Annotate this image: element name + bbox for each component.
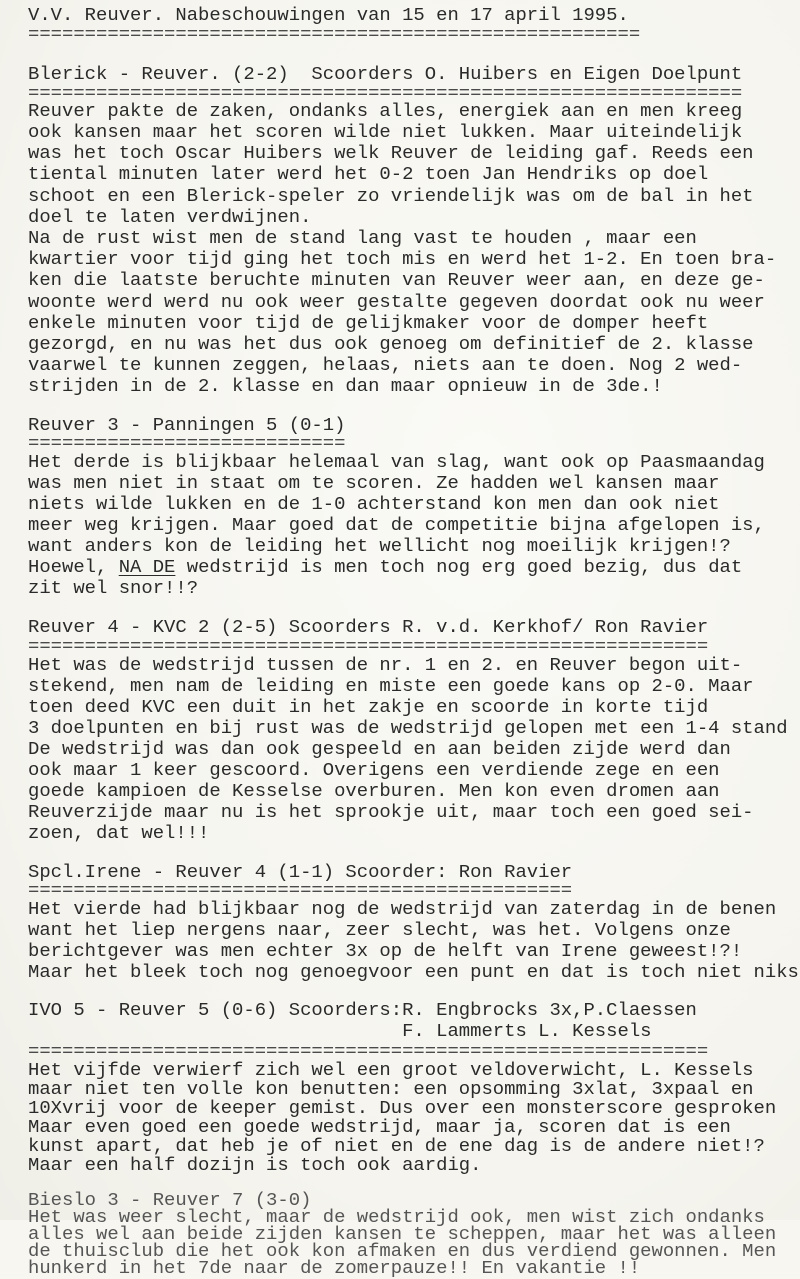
report-line: want het liep nergens naar, zeer slecht, was het. Volgens onze xyxy=(28,919,731,941)
match-heading: IVO 5 - Reuver 5 (0-6) Scoorders:R. Engbrocks 3x,P.Claessen xyxy=(28,999,697,1021)
report-line: kwartier voor tijd ging het toch mis en werd het 1-2. En toen bra- xyxy=(28,248,777,270)
report-line-emphasis xyxy=(28,557,742,577)
match-heading: Blerick - Reuver. (2-2) Scoorders O. Huibers en Eigen Doelpunt xyxy=(28,63,743,85)
report-line: woonte werd werd nu ook weer gestalte gegeven doordat ook nu weer xyxy=(28,291,765,313)
heading-rule: ============================================================ xyxy=(28,1040,709,1062)
heading-rule: ============================================================ xyxy=(28,635,709,657)
report-line: ook maar 1 keer gescoord. Overigens een verdiende zege en een xyxy=(28,759,720,781)
report-line: ook kansen maar het scoren wilde niet lukken. Maar uiteindelijk xyxy=(28,121,743,143)
document-title: V.V. Reuver. Nabeschouwingen van 15 en 17 april 1995. xyxy=(28,4,629,26)
match-heading: Reuver 4 - KVC 2 (2-5) Scoorders R. v.d. Kerkhof/ Ron Ravier xyxy=(28,616,709,638)
report-line: strijden in de 2. klasse en dan maar opnieuw in de 3de.! xyxy=(28,375,663,397)
report-line: 10Xvrij voor de keeper gemist. Dus over een monsterscore gesproken xyxy=(28,1097,777,1119)
report-line: zoen, dat wel!!! xyxy=(28,822,210,844)
report-line: kunst apart, dat heb je of niet en de ene dag is de andere niet!? xyxy=(28,1135,765,1157)
report-line: niets wilde lukken en de 1-0 achterstand kon men dan ook niet xyxy=(28,493,720,515)
report-line: Reuver pakte de zaken, ondanks alles, energiek aan en men kreeg xyxy=(28,100,743,122)
report-line: stekend, men nam de leiding en miste een goede kans op 2-0. Maar xyxy=(28,675,754,697)
match-heading: Spcl.Irene - Reuver 4 (1-1) Scoorder: Ron Ravier xyxy=(28,861,573,883)
report-line: toen deed KVC een duit in het zakje en scoorde in korte tijd xyxy=(28,696,709,718)
report-line: ken die laatste beruchte minuten van Reuver weer aan, en deze ge- xyxy=(28,269,765,291)
title-rule: ====================================================== xyxy=(28,23,641,45)
report-line: tiental minuten later werd het 0-2 toen Jan Hendriks op doel xyxy=(28,163,709,185)
report-line: Het derde is blijkbaar helemaal van slag, want ook op Paasmaandag xyxy=(28,451,765,473)
report-line: Maar het bleek toch nog genoegvoor een punt en dat is toch niet niks xyxy=(28,961,799,983)
report-line: Het was weer slecht, maar de wedstrijd ook, men wist zich ondanks xyxy=(28,1206,765,1228)
report-line: was men niet in staat om te scoren. Ze hadden wel kansen maar xyxy=(28,472,720,494)
underlined-text: NA DE xyxy=(118,556,176,578)
match-heading: Bieslo 3 - Reuver 7 (3-0) xyxy=(28,1189,312,1211)
report-line: want anders kon de leiding het wellicht nog moeilijk krijgen!? xyxy=(28,535,731,557)
report-line: Maar een half dozijn is toch ook aardig. xyxy=(28,1154,482,1176)
report-line: enkele minuten voor tijd de gelijkmaker voor de domper heeft xyxy=(28,312,709,334)
report-line: De wedstrijd was dan ook gespeeld en aan beiden zijde werd dan xyxy=(28,738,731,760)
heading-rule: ============================ xyxy=(28,432,346,454)
report-line: doel te laten verdwijnen. xyxy=(28,206,312,228)
match-heading-continued: F. Lammerts L. Kessels xyxy=(28,1020,652,1042)
report-line: hunkerd in het 7de naar de zomerpauze!! En vakantie !! xyxy=(28,1257,641,1279)
report-line: alles wel aan beide zijden kansen te scheppen, maar het was alleen xyxy=(28,1223,777,1245)
report-line: maar niet ten volle kon benutten: een opsomming 3xlat, 3xpaal en xyxy=(28,1078,754,1100)
heading-rule: ================================================ xyxy=(28,879,573,901)
report-line: Het vierde had blijkbaar nog de wedstrijd van zaterdag in de benen xyxy=(28,898,777,920)
line-suffix: wedstrijd is men toch nog erg goed bezig, dus dat xyxy=(175,556,743,578)
report-line: Het was de wedstrijd tussen de nr. 1 en 2. en Reuver begon uit- xyxy=(28,654,743,676)
report-line: Het vijfde verwierf zich wel een groot veldoverwicht, L. Kessels xyxy=(28,1059,754,1081)
report-line: berichtgever was men echter 3x op de helft van Irene geweest!?! xyxy=(28,940,743,962)
heading-rule: =============================================================== xyxy=(28,82,743,104)
report-line: schoot en een Blerick-speler zo vriendelijk was om de bal in het xyxy=(28,185,754,207)
report-line: 3 doelpunten en bij rust was de wedstrijd gelopen met een 1-4 stand xyxy=(28,717,788,739)
match-heading: Reuver 3 - Panningen 5 (0-1) xyxy=(28,414,346,436)
report-line: de thuisclub die het ook kon afmaken en dus verdiend gewonnen. Men xyxy=(28,1240,777,1262)
report-line: was het toch Oscar Huibers welk Reuver de leiding gaf. Reeds een xyxy=(28,142,754,164)
report-line: Na de rust wist men de stand lang vast te houden , maar een xyxy=(28,227,697,249)
report-line: goede kampioen de Kesselse overburen. Men kon even dromen aan xyxy=(28,780,720,802)
report-line: vaarwel te kunnen zeggen, helaas, niets aan te doen. Nog 2 wed- xyxy=(28,354,743,376)
report-line: Reuverzijde maar nu is het sprookje uit, maar toch een goed sei- xyxy=(28,801,754,823)
report-line: gezorgd, en nu was het dus ook genoeg om definitief de 2. klasse xyxy=(28,333,754,355)
line-prefix: Hoewel, xyxy=(28,556,119,578)
report-line: meer weg krijgen. Maar goed dat de competitie bijna afgelopen is, xyxy=(28,514,765,536)
report-line: zit wel snor!!? xyxy=(28,577,199,599)
report-line: Maar even goed een goede wedstrijd, maar ja, scoren dat is een xyxy=(28,1116,731,1138)
